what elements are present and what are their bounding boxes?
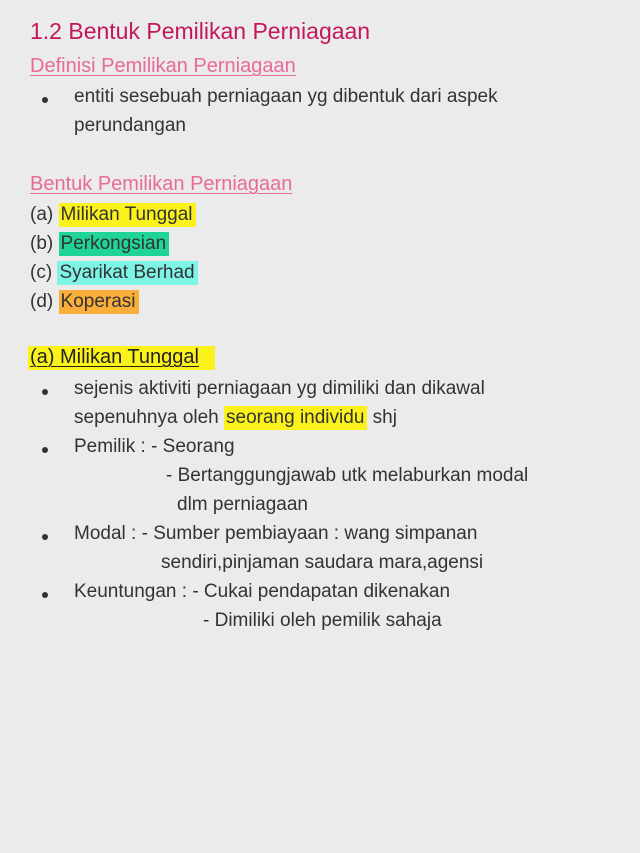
section-a-heading	[28, 346, 215, 370]
form-item-prefix: (c)	[30, 262, 53, 283]
form-item-label: Milikan Tunggal	[59, 203, 196, 227]
form-item-a	[30, 204, 196, 226]
form-item-label: Koperasi	[59, 290, 139, 314]
section-a-b2-line3: dlm perniagaan	[177, 494, 308, 515]
bullet-icon	[42, 389, 48, 395]
form-item-d	[30, 291, 139, 313]
page-title: 1.2 Bentuk Pemilikan Perniagaan	[30, 18, 371, 44]
section-a-b4-line2: - Dimiliki oleh pemilik sahaja	[203, 610, 442, 631]
bullet-icon	[42, 592, 48, 598]
form-item-prefix: (d)	[30, 291, 54, 312]
definition-heading: Definisi Pemilikan Perniagaan	[30, 55, 296, 77]
form-item-prefix: (a)	[30, 204, 54, 225]
form-item-b	[30, 233, 169, 255]
section-a-b2-line1: Pemilik : - Seorang	[74, 436, 235, 457]
text: sepenuhnya oleh	[74, 407, 225, 428]
form-item-c	[30, 262, 198, 284]
section-a-b4-line1: Keuntungan : - Cukai pendapatan dikenakan	[74, 581, 451, 602]
form-item-prefix: (b)	[30, 233, 54, 254]
definition-text-line2: perundangan	[74, 115, 186, 136]
section-a-b3-line2: sendiri,pinjaman saudara mara,agensi	[161, 552, 484, 573]
section-a-b1-line1: sejenis aktiviti perniagaan yg dimiliki dan dikawal	[74, 378, 485, 399]
highlight-seorang-individu: seorang individu	[224, 406, 367, 430]
section-a-heading-text: (a) Milikan Tunggal	[30, 346, 199, 368]
section-a-b3-line1: Modal : - Sumber pembiayaan : wang simpanan	[74, 523, 478, 544]
bullet-icon	[42, 534, 48, 540]
forms-heading: Bentuk Pemilikan Perniagaan	[30, 173, 293, 195]
section-a-b1-line2	[74, 407, 397, 429]
definition-text-line1: entiti sesebuah perniagaan yg dibentuk dari aspek	[74, 86, 498, 107]
form-item-label: Perkongsian	[59, 232, 170, 256]
bullet-icon	[42, 447, 48, 453]
section-a-b2-line2: - Bertanggungjawab utk melaburkan modal	[166, 465, 529, 486]
bullet-icon	[42, 97, 48, 103]
form-item-label: Syarikat Berhad	[57, 261, 197, 285]
text: shj	[367, 407, 397, 428]
